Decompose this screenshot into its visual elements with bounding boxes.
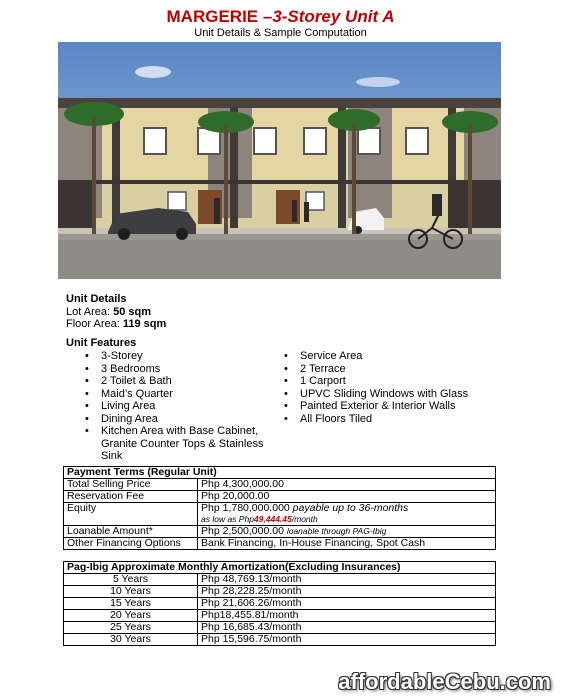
monthly-amount: Php 15,596.75/month bbox=[198, 634, 496, 646]
table-header-row bbox=[64, 467, 496, 479]
title-italic: –3-Storey Unit A bbox=[262, 7, 395, 26]
table-row bbox=[64, 479, 496, 491]
floor-area-label: Floor Area: bbox=[66, 318, 123, 330]
table-header-row bbox=[64, 562, 496, 574]
feature-item: • 2 Terrace bbox=[300, 363, 500, 376]
table-row bbox=[64, 574, 496, 586]
loanable-note: loanable through PAG-Ibig bbox=[286, 526, 387, 536]
townhouse-rendering-image bbox=[58, 42, 501, 279]
monthly-amount: Php 21,606.26/month bbox=[198, 598, 496, 610]
payment-terms-heading: Payment Terms (Regular Unit) bbox=[64, 467, 496, 479]
feature-item: • Service Area bbox=[300, 350, 500, 363]
monthly-amount: Php18,455.81/month bbox=[198, 610, 496, 622]
row-label: Equity bbox=[64, 503, 198, 526]
loanable-amount: Php 2,500,000.00 bbox=[201, 525, 287, 537]
floor-area bbox=[66, 318, 166, 330]
watermark-logo: affordableCebu.com bbox=[338, 669, 551, 694]
unit-details-heading: Unit Details bbox=[66, 293, 127, 305]
row-label: Total Selling Price bbox=[64, 479, 198, 491]
feature-item: • 2 Toilet & Bath bbox=[101, 375, 271, 388]
term-years: 20 Years bbox=[64, 610, 198, 622]
table-row bbox=[64, 538, 496, 550]
equity-note-suffix: /month bbox=[291, 514, 318, 524]
feature-item: • UPVC Sliding Windows with Glass bbox=[300, 388, 500, 401]
term-years: 5 Years bbox=[64, 574, 198, 586]
equity-terms: payable up to 36-months bbox=[292, 502, 409, 514]
table-row bbox=[64, 634, 496, 646]
feature-item: • Kitchen Area with Base Cabinet, Granite Counter Tops & Stainless Sink bbox=[101, 425, 271, 463]
title-main: MARGERIE bbox=[166, 7, 263, 26]
feature-item: • 1 Carport bbox=[300, 375, 500, 388]
monthly-amount: Php 28,228.25/month bbox=[198, 586, 496, 598]
table-row bbox=[64, 491, 496, 503]
amortization-table bbox=[63, 561, 496, 646]
row-value: Php 4,300,000.00 bbox=[198, 479, 496, 491]
term-years: 15 Years bbox=[64, 598, 198, 610]
row-value-equity bbox=[198, 503, 496, 526]
table-row bbox=[64, 526, 496, 538]
lot-area-label: Lot Area: bbox=[66, 306, 114, 318]
lot-area-value: 50 sqm bbox=[113, 306, 152, 318]
feature-item: • 3-Storey bbox=[101, 350, 271, 363]
table-row bbox=[64, 503, 496, 526]
row-label: Loanable Amount* bbox=[64, 526, 198, 538]
term-years: 30 Years bbox=[64, 634, 198, 646]
amortization-heading: Pag-Ibig Approximate Monthly Amortization(Excluding Insurances) bbox=[64, 562, 496, 574]
floor-area-value: 119 sqm bbox=[122, 318, 167, 330]
feature-item: • All Floors Tiled bbox=[300, 413, 500, 426]
equity-monthly-amount: 49,444.45 bbox=[253, 514, 292, 524]
monthly-amount: Php 48,769.13/month bbox=[198, 574, 496, 586]
term-years: 10 Years bbox=[64, 586, 198, 598]
row-value bbox=[198, 526, 496, 538]
payment-terms-table bbox=[63, 466, 496, 550]
page-subtitle: Unit Details & Sample Computation bbox=[194, 27, 367, 39]
feature-item: • Maid’s Quarter bbox=[101, 388, 271, 401]
table-row bbox=[64, 610, 496, 622]
feature-item: • Living Area bbox=[101, 400, 271, 413]
row-value: Bank Financing, In-House Financing, Spot Cash bbox=[198, 538, 496, 550]
feature-item: • 3 Bedrooms bbox=[101, 363, 271, 376]
equity-note-prefix: as low as Php bbox=[201, 514, 254, 524]
lot-area bbox=[66, 306, 151, 318]
table-row bbox=[64, 598, 496, 610]
equity-note bbox=[201, 514, 318, 524]
unit-features-heading: Unit Features bbox=[66, 337, 137, 349]
feature-item: • Painted Exterior & Interior Walls bbox=[300, 400, 500, 413]
term-years: 25 Years bbox=[64, 622, 198, 634]
feature-item: • Dining Area bbox=[101, 413, 271, 426]
equity-amount: Php 1,780,000.000 bbox=[201, 502, 293, 514]
row-value: Php 20,000.00 bbox=[198, 491, 496, 503]
table-row bbox=[64, 622, 496, 634]
table-row bbox=[64, 586, 496, 598]
features-list-left bbox=[101, 350, 271, 463]
row-label: Other Financing Options bbox=[64, 538, 198, 550]
features-list-right bbox=[300, 350, 500, 425]
monthly-amount: Php 16,685.43/month bbox=[198, 622, 496, 634]
page-title bbox=[0, 7, 561, 27]
row-label: Reservation Fee bbox=[64, 491, 198, 503]
